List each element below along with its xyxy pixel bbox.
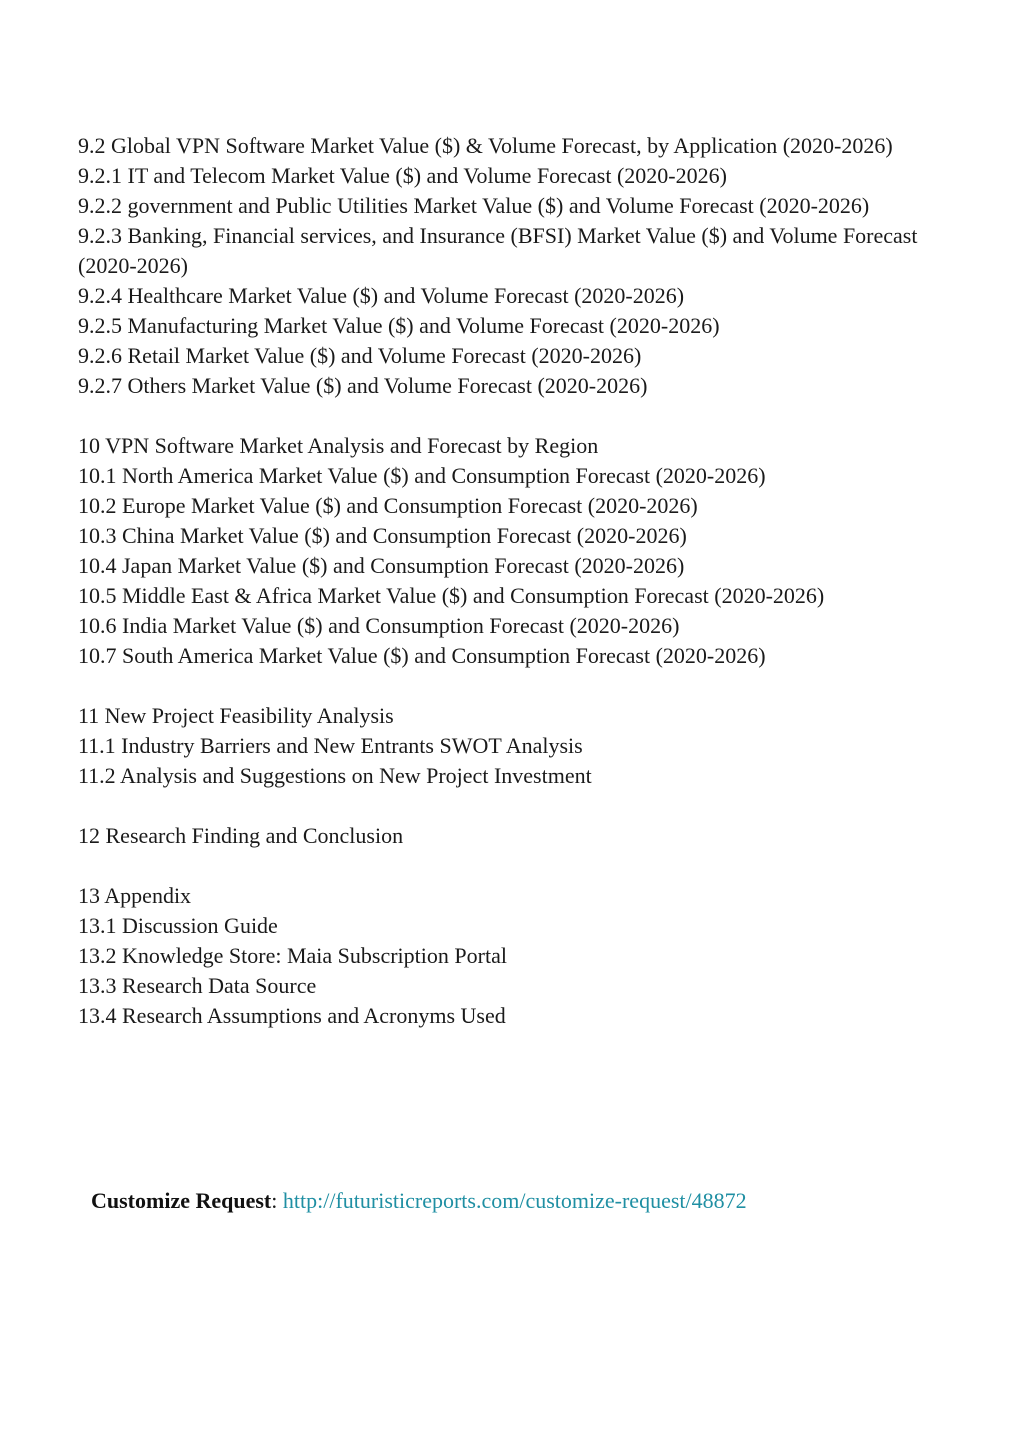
toc-line: 10.7 South America Market Value ($) and Consumption Forecast (2020-2026) bbox=[78, 643, 766, 668]
toc-line: 9.2.3 Banking, Financial services, and Insurance (BFSI) Market Value ($) and Volume Forecast (2020-2026) bbox=[78, 223, 918, 278]
toc-line: 11.1 Industry Barriers and New Entrants SWOT Analysis bbox=[78, 733, 583, 758]
toc-line: 10 VPN Software Market Analysis and Forecast by Region bbox=[78, 433, 599, 458]
toc-line: 9.2.1 IT and Telecom Market Value ($) and Volume Forecast (2020-2026) bbox=[78, 163, 727, 188]
toc-line: 9.2.2 government and Public Utilities Market Value ($) and Volume Forecast (2020-2026) bbox=[78, 193, 870, 218]
toc-line: 9.2.4 Healthcare Market Value ($) and Volume Forecast (2020-2026) bbox=[78, 283, 685, 308]
toc-line: 11.2 Analysis and Suggestions on New Project Investment bbox=[78, 763, 592, 788]
toc-line: 9.2.6 Retail Market Value ($) and Volume Forecast (2020-2026) bbox=[78, 343, 642, 368]
toc-line: 10.5 Middle East & Africa Market Value ($) and Consumption Forecast (2020-2026) bbox=[78, 583, 825, 608]
customize-request-label: Customize Request bbox=[91, 1188, 272, 1213]
toc-section-12 bbox=[78, 821, 958, 851]
toc-line: 12 Research Finding and Conclusion bbox=[78, 823, 404, 848]
toc-line: 9.2.7 Others Market Value ($) and Volume Forecast (2020-2026) bbox=[78, 373, 648, 398]
toc-section-11 bbox=[78, 701, 958, 791]
toc-section-10 bbox=[78, 431, 958, 671]
toc-line: 13 Appendix bbox=[78, 883, 192, 908]
customize-request-separator: : bbox=[271, 1188, 283, 1213]
table-of-contents bbox=[78, 131, 958, 1061]
customize-request-link[interactable]: http://futuristicreports.com/customize-request/48872 bbox=[282, 1188, 747, 1213]
toc-line: 13.4 Research Assumptions and Acronyms Used bbox=[78, 1003, 506, 1028]
toc-line: 9.2 Global VPN Software Market Value ($) & Volume Forecast, by Application (2020-2026) bbox=[78, 133, 893, 158]
toc-line: 9.2.5 Manufacturing Market Value ($) and Volume Forecast (2020-2026) bbox=[78, 313, 720, 338]
toc-line: 10.4 Japan Market Value ($) and Consumption Forecast (2020-2026) bbox=[78, 553, 685, 578]
toc-line: 13.1 Discussion Guide bbox=[78, 913, 278, 938]
toc-line: 10.3 China Market Value ($) and Consumption Forecast (2020-2026) bbox=[78, 523, 687, 548]
toc-section-13 bbox=[78, 881, 958, 1031]
toc-line: 13.3 Research Data Source bbox=[78, 973, 317, 998]
toc-line: 11 New Project Feasibility Analysis bbox=[78, 703, 394, 728]
toc-section-9-2 bbox=[78, 131, 958, 401]
toc-line: 10.2 Europe Market Value ($) and Consumption Forecast (2020-2026) bbox=[78, 493, 698, 518]
toc-line: 10.1 North America Market Value ($) and Consumption Forecast (2020-2026) bbox=[78, 463, 766, 488]
customize-request bbox=[91, 1186, 747, 1216]
toc-line: 13.2 Knowledge Store: Maia Subscription Portal bbox=[78, 943, 507, 968]
toc-line: 10.6 India Market Value ($) and Consumption Forecast (2020-2026) bbox=[78, 613, 680, 638]
